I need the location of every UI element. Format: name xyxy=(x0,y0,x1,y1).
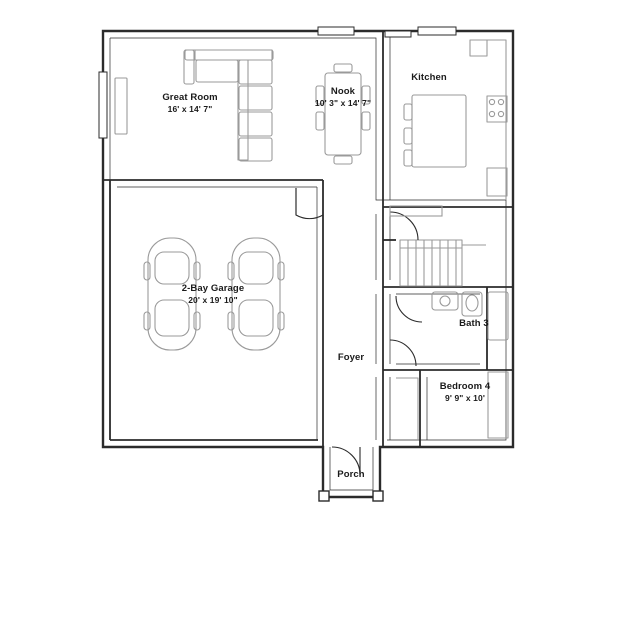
windows xyxy=(99,27,456,138)
room-name: Porch xyxy=(337,469,365,481)
staircase xyxy=(400,240,486,286)
room-name: Great Room xyxy=(162,91,218,103)
car-left xyxy=(144,238,200,350)
room-dims: 9' 9" x 10' xyxy=(445,392,485,403)
bath-fixtures xyxy=(432,292,508,340)
room-dims: 20' x 19' 10" xyxy=(188,294,238,305)
wall-inner-lines xyxy=(110,31,506,490)
room-name: Bath 3 xyxy=(459,318,489,330)
furniture-and-fixtures xyxy=(115,40,508,440)
room-dims: 10' 3" x 14' 7" xyxy=(314,97,372,108)
car-right xyxy=(228,238,284,350)
room-name: 2-Bay Garage xyxy=(181,282,245,294)
room-name: Kitchen xyxy=(411,72,447,84)
room-name: Nook xyxy=(330,85,356,97)
exterior-walls xyxy=(103,31,513,497)
room-name: Foyer xyxy=(337,352,365,364)
room-dims: 16' x 14' 7" xyxy=(167,103,213,114)
room-name: Bedroom 4 xyxy=(439,380,491,392)
